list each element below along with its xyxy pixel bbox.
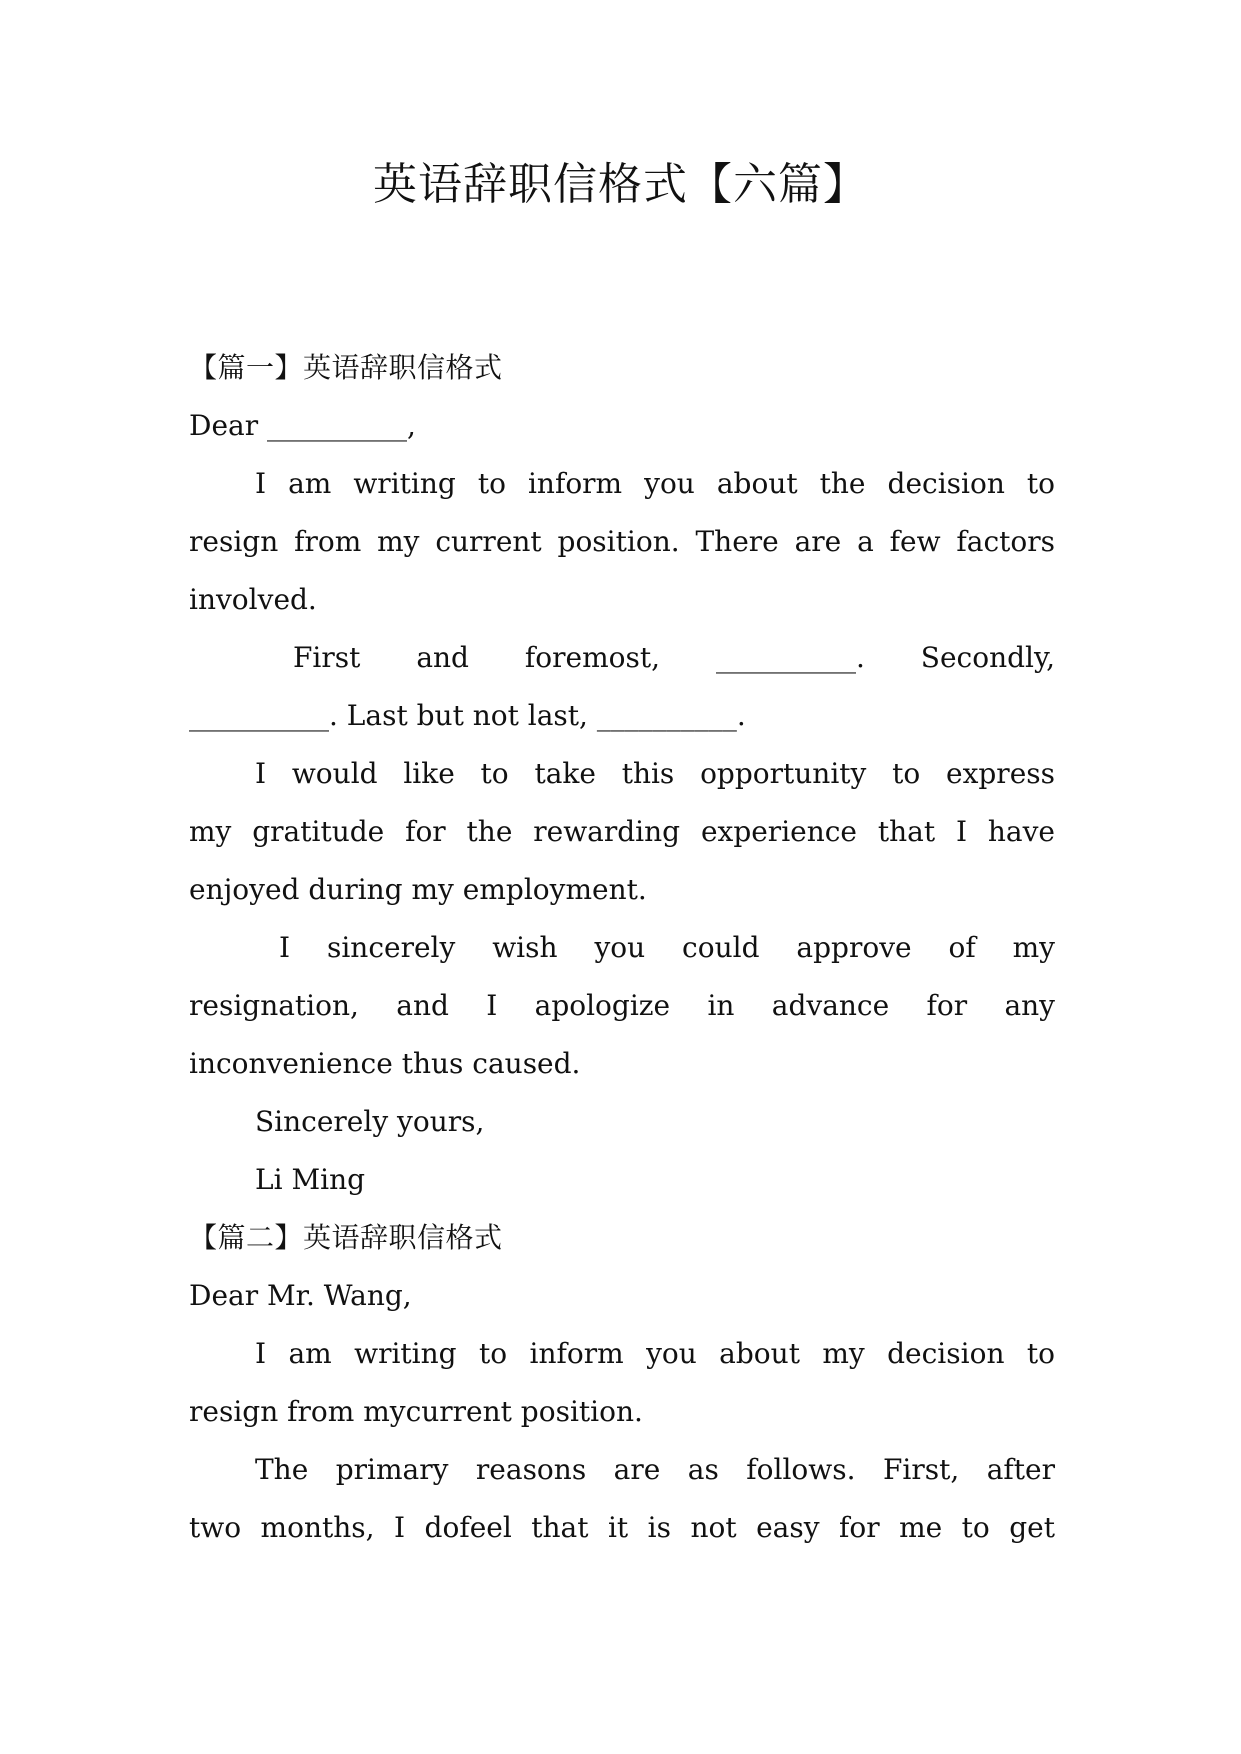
body-line: resign from my current position. There are a few factors (189, 525, 1055, 558)
body-line: enjoyed during my employment. (189, 873, 647, 906)
body-line: I would like to take this opportunity to express (255, 757, 1055, 790)
body-line: my gratitude for the rewarding experience that I have (189, 815, 1055, 848)
section-heading-2: 【篇二】英语辞职信格式 (189, 1221, 503, 1254)
body-line: I am writing to inform you about the decision to (255, 467, 1055, 500)
body-line: __________. Last but not last, __________. (189, 699, 746, 732)
body-line: First and foremost, __________. Secondly, (293, 641, 1055, 674)
body-line: resign from mycurrent position. (189, 1395, 643, 1428)
body-line: I sincerely wish you could approve of my (279, 931, 1055, 964)
closing: Sincerely yours, (255, 1105, 485, 1138)
document-title: 英语辞职信格式【六篇】 (373, 159, 868, 210)
body-line: The primary reasons are as follows. First, after (255, 1453, 1055, 1486)
salutation-2: Dear Mr. Wang, (189, 1279, 412, 1312)
body-line: I am writing to inform you about my decision to (255, 1337, 1055, 1370)
body-line: two months, I dofeel that it is not easy for me to get (189, 1511, 1055, 1544)
salutation-1: Dear __________, (189, 409, 416, 442)
body-line: involved. (189, 583, 317, 616)
signature-name: Li Ming (255, 1163, 366, 1196)
body-line: inconvenience thus caused. (189, 1047, 581, 1080)
document-body (189, 339, 1055, 1557)
section-heading-1: 【篇一】英语辞职信格式 (189, 351, 503, 384)
body-line: resignation, and I apologize in advance for any (189, 989, 1055, 1022)
